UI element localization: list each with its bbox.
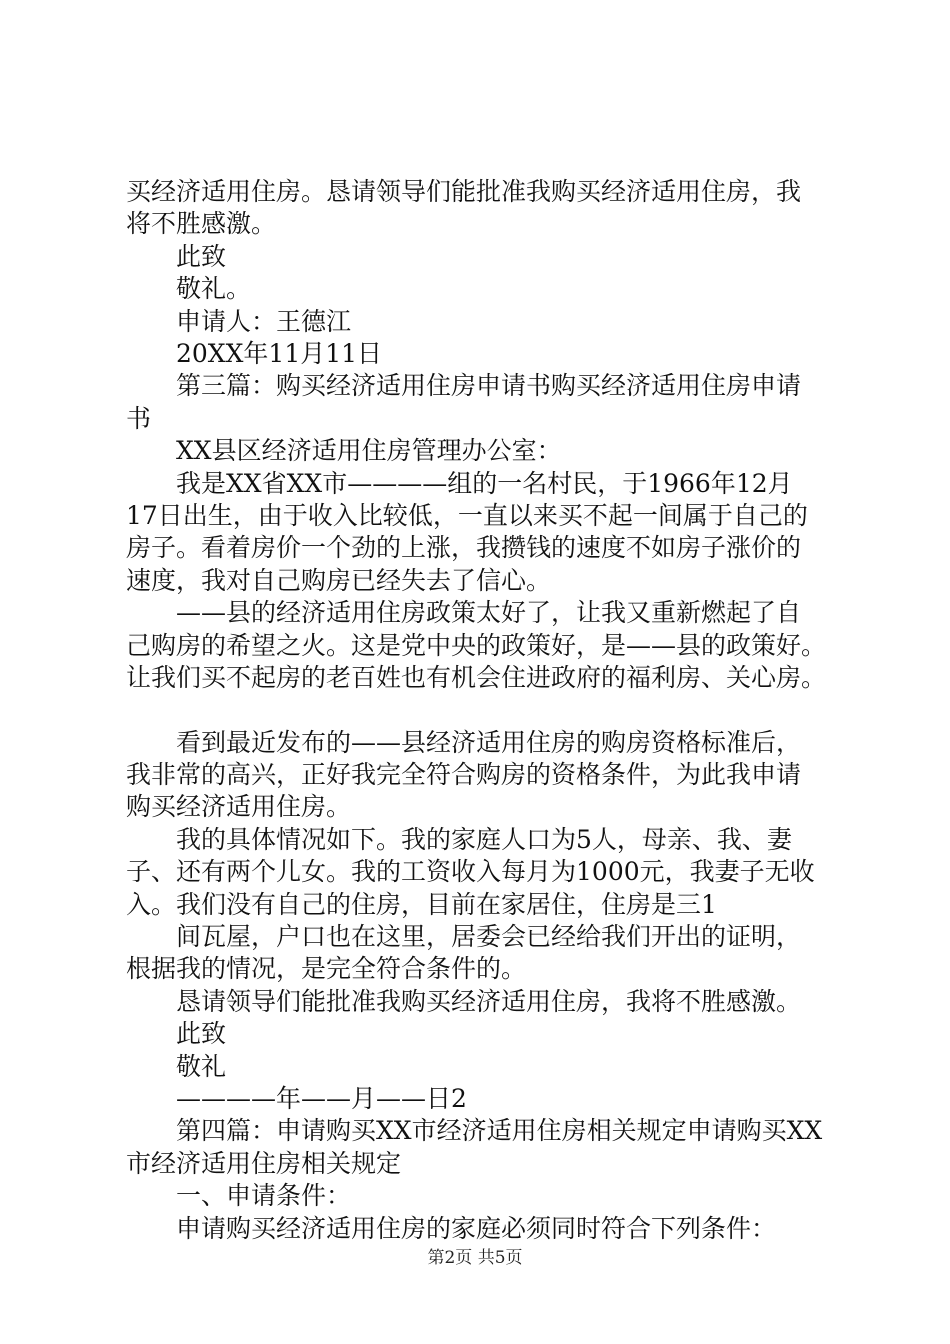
text-line: 市经济适用住房相关规定 (126, 1148, 402, 1178)
text-line: 恳请领导们能批准我购买经济适用住房，我将不胜感激。 (176, 986, 802, 1016)
blank-line (126, 695, 832, 727)
text-line: 此致 (176, 241, 227, 271)
text-line: 房子。看着房价一个劲的上涨，我攒钱的速度不如房子涨价的 (126, 533, 802, 563)
text-line: 将不胜感激。 (126, 209, 277, 239)
text-line: 此致 (176, 1019, 227, 1049)
text-line: 购买经济适用住房。 (126, 792, 352, 822)
text-line: 申请购买经济适用住房的家庭必须同时符合下列条件： (176, 1213, 777, 1243)
text-line: 第四篇：申请购买XX市经济适用住房相关规定申请购买XX (176, 1116, 823, 1146)
text-line: 20XX年11月11日 (176, 339, 383, 369)
text-line: 申请人：王德江 (176, 306, 352, 336)
text-line: 买经济适用住房。恳请领导们能批准我购买经济适用住房，我 (126, 177, 802, 206)
page-footer: 第2页 共5页 (427, 1248, 523, 1268)
text-line: 己购房的希望之火。这是党中央的政策好，是——县的政策好。 (126, 630, 827, 660)
text-line: ————年——月——日2 (176, 1083, 467, 1113)
text-line: ——县的经济适用住房政策太好了，让我又重新燃起了自 (176, 598, 802, 628)
text-line: XX县区经济适用住房管理办公室： (176, 436, 562, 466)
text-line: 书 (126, 403, 152, 433)
text-line: 我是XX省XX市————组的一名村民，于1966年12月 (176, 468, 793, 498)
text-line: 我的具体情况如下。我的家庭人口为5人，母亲、我、妻 (176, 824, 792, 854)
text-line: 一、申请条件： (176, 1181, 352, 1211)
text-line: 敬礼。 (176, 274, 252, 304)
text-line: 子、还有两个儿女。我的工资收入每月为1000元，我妻子无收 (126, 857, 815, 887)
text-line: 敬礼 (176, 1051, 227, 1081)
text-line: 根据我的情况，是完全符合条件的。 (126, 954, 527, 984)
text-line: 我非常的高兴，正好我完全符合购房的资格条件，为此我申请 (126, 759, 802, 789)
text-line: 间瓦屋，户口也在这里，居委会已经给我们开出的证明， (176, 921, 802, 951)
document-body (126, 176, 832, 1245)
text-line: 让我们买不起房的老百姓也有机会住进政府的福利房、关心房。 (126, 663, 827, 693)
text-line: 看到最近发布的——县经济适用住房的购房资格标准后， (176, 727, 802, 757)
text-line: 17日出生，由于收入比较低，一直以来买不起一间属于自己的 (126, 501, 808, 531)
text-line: 第三篇：购买经济适用住房申请书购买经济适用住房申请 (176, 371, 802, 401)
text-line: 速度，我对自己购房已经失去了信心。 (126, 565, 552, 595)
text-line: 入。我们没有自己的住房，目前在家居住，住房是三1 (126, 889, 717, 919)
